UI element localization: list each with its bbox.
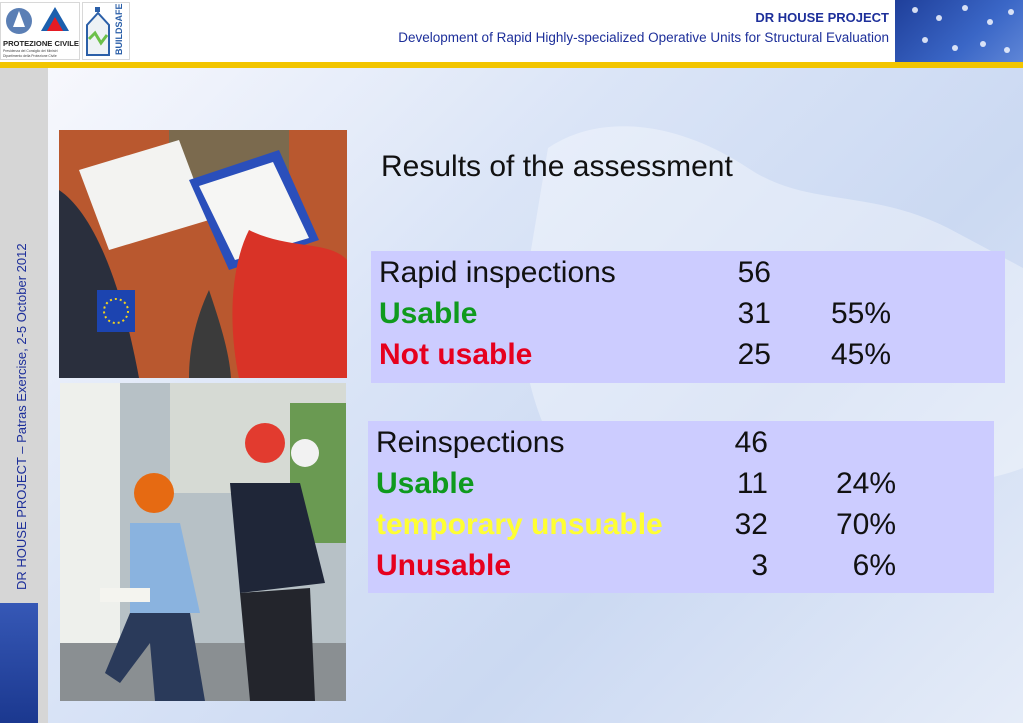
row-count: 56	[737, 256, 771, 289]
protezione-civile-emblem-icon	[1, 3, 79, 59]
row-label: Usable	[376, 467, 475, 500]
svg-text:PROTEZIONE CIVILE: PROTEZIONE CIVILE	[3, 39, 79, 48]
sidebar-eu-flag	[0, 603, 38, 723]
svg-text:BUILDSAFE: BUILDSAFE	[114, 3, 124, 55]
row-label: Unusable	[376, 549, 512, 582]
row-percent: 55%	[830, 297, 891, 330]
buildsafe-house-icon	[83, 3, 129, 59]
row-count: 46	[734, 426, 768, 459]
row-count: 32	[734, 508, 768, 541]
row-count: 11	[736, 467, 768, 500]
reinspections-panel	[368, 421, 994, 593]
table-row	[376, 508, 988, 549]
table-row	[376, 426, 988, 467]
photo-inspectors-forms	[59, 130, 347, 378]
row-count: 3	[751, 549, 768, 582]
row-label: Rapid inspections	[379, 256, 616, 289]
row-label: Not usable	[379, 338, 533, 371]
table-row	[379, 297, 999, 338]
table-row	[376, 549, 988, 590]
buildsafe-logo	[82, 2, 130, 60]
row-percent: 45%	[830, 338, 891, 371]
rapid-inspections-panel	[371, 251, 1005, 383]
row-percent: 70%	[835, 508, 896, 541]
sidebar-caption: DR HOUSE PROJECT – Patras Exercise, 2-5 October 2012	[14, 243, 29, 590]
svg-text:Presidenza del Consiglio dei M: Presidenza del Consiglio dei Ministri	[3, 49, 58, 53]
header-bar	[0, 0, 1023, 62]
row-count: 25	[737, 338, 771, 371]
eu-flag-banner	[895, 0, 1023, 62]
project-title: DR HOUSE PROJECT	[755, 10, 889, 25]
table-row	[379, 338, 999, 379]
inspectors-street-illustration	[60, 383, 346, 701]
row-label: temporary unsuable	[376, 508, 663, 541]
inspectors-paperwork-illustration	[59, 130, 347, 378]
row-label: Reinspections	[376, 426, 565, 459]
row-percent: 6%	[852, 549, 896, 582]
svg-text:Dipartimento della Protezione: Dipartimento della Protezione Civile	[3, 54, 57, 58]
row-percent: 24%	[835, 467, 896, 500]
row-label: Usable	[379, 297, 478, 330]
protezione-civile-logo	[0, 2, 80, 60]
project-subtitle: Development of Rapid Highly-specialized Operative Units for Structural Evaluation	[398, 30, 889, 45]
eu-stars-icon	[895, 0, 1023, 62]
table-row	[376, 467, 988, 508]
slide-title: Results of the assessment	[381, 150, 733, 183]
table-row	[379, 256, 999, 297]
row-count: 31	[737, 297, 771, 330]
photo-inspectors-helmets	[60, 383, 346, 701]
